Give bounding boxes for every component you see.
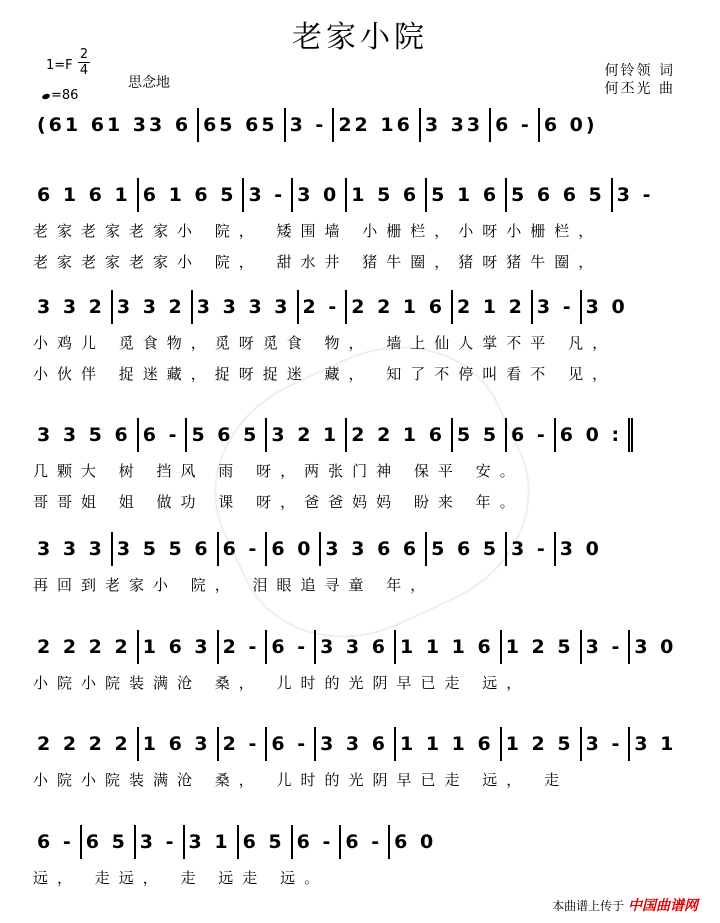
lyrics-verse-1: 几颗大 树 挡风 雨 呀，两张门神 保平 安。 [33, 462, 524, 480]
lyrics-verse-1: 再回到老家小 院， 泪眼追寻童 年， [33, 576, 435, 594]
measure: 1 1 1 6 [396, 727, 502, 761]
lyrics-verse-2: 小伙伴 捉迷藏，捉呀捉迷 藏， 知了不停叫看不 见， [33, 365, 617, 383]
lyricist-credit: 何铃领 词 [604, 63, 675, 79]
notation-line [33, 532, 693, 566]
measure: 3 5 5 6 [113, 532, 219, 566]
measure: (61 61 33 6 [33, 108, 199, 142]
notation-line [33, 108, 693, 142]
measure: 6 5 [239, 825, 293, 859]
measure: 6 5 [82, 825, 136, 859]
measure: 22 16 [334, 108, 421, 142]
measure: 6 0 [394, 831, 437, 853]
notation-line [33, 727, 693, 761]
measure: 2 - [219, 727, 268, 761]
measure: 2 2 1 6 [347, 418, 453, 452]
measure: 1 5 6 [347, 178, 427, 212]
lyrics-verse-1: 小院小院装满沧 桑， 儿时的光阴早已走 远， [33, 674, 531, 692]
measure: 3 - [507, 532, 556, 566]
score-system [33, 825, 693, 888]
measure: 1 1 1 6 [396, 630, 502, 664]
quarter-note-icon [41, 93, 50, 100]
measure: 2 2 2 2 [33, 630, 139, 664]
score-system [33, 532, 693, 595]
score-system [33, 290, 693, 384]
measure: 5 6 5 [427, 532, 507, 566]
measure: 6 1 6 5 [139, 178, 245, 212]
measure: 3 3 5 6 [33, 418, 139, 452]
lyrics-verse-1: 远， 走远， 走 远走 远。 [33, 869, 329, 887]
lyrics-verse-1: 小院小院装满沧 桑， 儿时的光阴早已走 远， 走 [33, 771, 569, 789]
score-system [33, 630, 693, 693]
measure: 3 - [582, 727, 631, 761]
score-system [33, 108, 693, 142]
measure: 5 6 6 5 [507, 178, 613, 212]
measure: 3 3 6 [316, 630, 396, 664]
score-system [33, 178, 693, 272]
time-signature-bottom: 4 [79, 63, 89, 78]
measure: 6 - [219, 532, 268, 566]
key-signature: 1=F [46, 58, 73, 73]
measure: 3 0 [559, 538, 602, 560]
measure: 3 3 6 [316, 727, 396, 761]
measure: 6 - [267, 630, 316, 664]
measure: 1 2 5 [502, 727, 582, 761]
measure: 65 65 [199, 108, 286, 142]
tempo-value: =86 [51, 88, 79, 103]
notation-line [33, 825, 693, 859]
measure: 1 6 3 [139, 727, 219, 761]
measure: 6 0) [543, 114, 598, 136]
tempo-mark [42, 88, 78, 103]
measure: 3 - [616, 184, 654, 206]
footer [552, 895, 698, 915]
measure: 3 33 [421, 108, 491, 142]
measure: 6 0 : [556, 418, 633, 452]
measure: 3 3 2 [33, 290, 113, 324]
notation-line [33, 290, 693, 324]
lyrics-verse-1: 老家老家老家小 院， 矮围墙 小栅栏，小呀小栅栏， [33, 222, 603, 240]
measure: 6 - [139, 418, 188, 452]
measure: 2 1 2 [453, 290, 533, 324]
measure: 6 - [267, 727, 316, 761]
measure: 3 - [286, 108, 335, 142]
score-system [33, 418, 693, 512]
measure: 5 5 [453, 418, 507, 452]
time-signature [78, 48, 90, 77]
measure: 3 - [533, 290, 582, 324]
score-system [33, 727, 693, 790]
measure: 3 - [136, 825, 185, 859]
measure: 6 - [33, 825, 82, 859]
notation-line [33, 630, 693, 664]
lyrics-verse-2: 老家老家老家小 院， 甜水井 猪牛圈，猪呀猪牛圈， [33, 253, 603, 271]
measure: 3 0 [293, 178, 347, 212]
expression-mark: 思念地 [128, 75, 170, 91]
notation-line [33, 178, 693, 212]
measure: 3 1 [185, 825, 239, 859]
measure: 3 0 [634, 636, 677, 658]
site-logo: 中国曲谱网 [628, 898, 698, 914]
measure: 2 - [219, 630, 268, 664]
measure: 3 0 [585, 296, 628, 318]
song-title: 老家小院 [292, 20, 428, 55]
measure: 3 3 2 [113, 290, 193, 324]
measure: 6 - [507, 418, 556, 452]
measure: 5 1 6 [427, 178, 507, 212]
measure: 1 2 5 [502, 630, 582, 664]
measure: 2 2 2 2 [33, 727, 139, 761]
measure: 6 - [491, 108, 540, 142]
measure: 6 0 [267, 532, 321, 566]
measure: 3 3 3 [33, 532, 113, 566]
measure: 3 - [582, 630, 631, 664]
measure: 6 1 6 1 [33, 178, 139, 212]
lyrics-verse-2: 哥哥姐 姐 做功 课 呀，爸爸妈妈 盼来 年。 [33, 493, 524, 511]
measure: 3 2 1 [267, 418, 347, 452]
measure: 1 6 3 [139, 630, 219, 664]
time-signature-top: 2 [79, 47, 89, 62]
measure: 3 - [244, 178, 293, 212]
measure: 5 6 5 [187, 418, 267, 452]
measure: 3 1 [634, 733, 677, 755]
composer-credit: 何丕光 曲 [604, 81, 675, 97]
measure: 3 3 6 6 [321, 532, 427, 566]
measure: 6 - [341, 825, 390, 859]
measure: 2 - [299, 290, 348, 324]
lyrics-verse-1: 小鸡儿 觅食物，觅呀觅食 物， 墙上仙人掌不平 凡， [33, 334, 617, 352]
measure: 2 2 1 6 [347, 290, 453, 324]
measure: 6 - [293, 825, 342, 859]
measure: 3 3 3 3 [193, 290, 299, 324]
upload-text: 本曲谱上传于 [552, 899, 625, 913]
notation-line [33, 418, 693, 452]
